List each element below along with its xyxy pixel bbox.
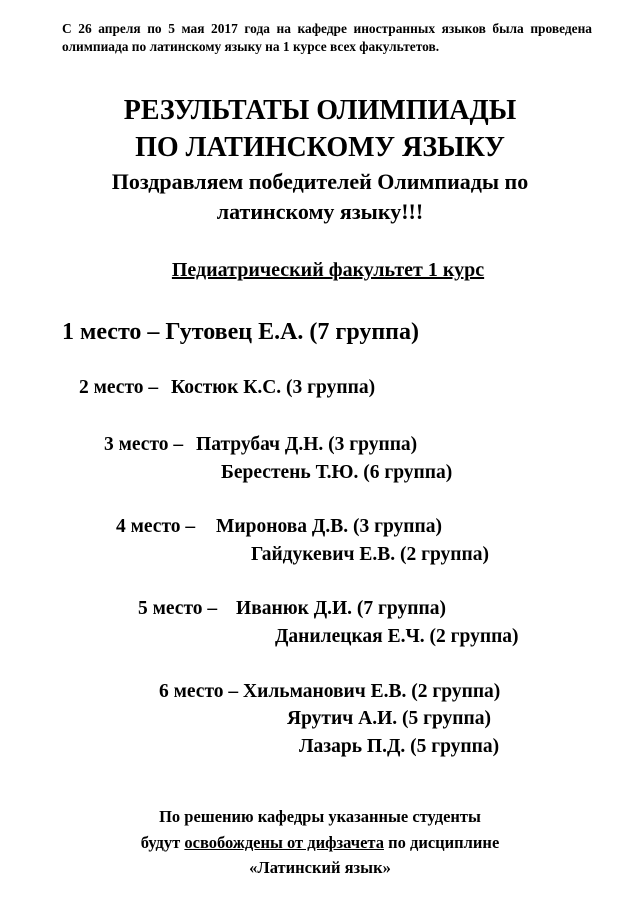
note-line1: По решению кафедры указанные студенты xyxy=(159,807,481,826)
place-2-label: 2 место – xyxy=(79,377,164,398)
page-title-line1: РЕЗУЛЬТАТЫ ОЛИМПИАДЫ xyxy=(123,95,517,126)
place-5-label: 5 место – xyxy=(138,598,223,619)
place-1-label: 1 место – xyxy=(62,319,166,345)
place-4-name-1: Миронова Д.В. (3 группа) xyxy=(216,516,442,537)
place-1-name: Гутовец Е.А. (7 группа) xyxy=(165,319,420,345)
result-place-5 xyxy=(138,597,446,621)
result-place-1 xyxy=(62,317,419,347)
note-line2 xyxy=(0,831,640,855)
place-2-name: Костюк К.С. (3 группа) xyxy=(171,377,376,398)
place-3-name-2: Берестень Т.Ю. (6 группа) xyxy=(221,462,453,483)
page-title-line2: ПО ЛАТИНСКОМУ ЯЗЫКУ xyxy=(135,132,505,163)
result-place-2 xyxy=(79,376,375,400)
place-4-name-2: Гайдукевич Е.В. (2 группа) xyxy=(251,544,489,565)
note-line2-pre: будут xyxy=(140,833,185,852)
place-6-name-2: Ярутич А.И. (5 группа) xyxy=(287,708,492,729)
faculty-heading xyxy=(0,257,640,283)
place-6-name-3: Лазарь П.Д. (5 группа) xyxy=(299,736,500,757)
place-4-label: 4 место – xyxy=(116,516,201,537)
note-line3: «Латинский язык» xyxy=(249,858,391,877)
note-line2-underlined: освобождены от дифзачета xyxy=(184,833,384,852)
place-5-name-1: Иванюк Д.И. (7 группа) xyxy=(236,598,446,619)
place-5-name-2: Данилецкая Е.Ч. (2 группа) xyxy=(275,626,519,647)
note-line2-post: по дисциплине xyxy=(383,833,500,852)
intro-paragraph: С 26 апреля по 5 мая 2017 года на кафедре иностранных языков была проведена олимпиада по латинскому языку на 1 курсе всех факультетов. xyxy=(62,21,592,54)
place-3-name-1: Патрубач Д.Н. (3 группа) xyxy=(196,434,418,455)
place-6-name-1: Хильманович Е.В. (2 группа) xyxy=(243,681,501,702)
place-3-label: 3 место – xyxy=(104,434,189,455)
result-place-4 xyxy=(116,515,442,539)
place-6-label: 6 место – xyxy=(159,681,244,702)
result-place-3 xyxy=(104,433,417,457)
congrats-line2: латинскому языку!!! xyxy=(216,199,424,224)
faculty-heading-text: Педиатрический факультет 1 курс xyxy=(171,259,485,281)
congrats-line1: Поздравляем победителей Олимпиады по xyxy=(111,169,529,194)
result-place-6 xyxy=(159,680,500,704)
